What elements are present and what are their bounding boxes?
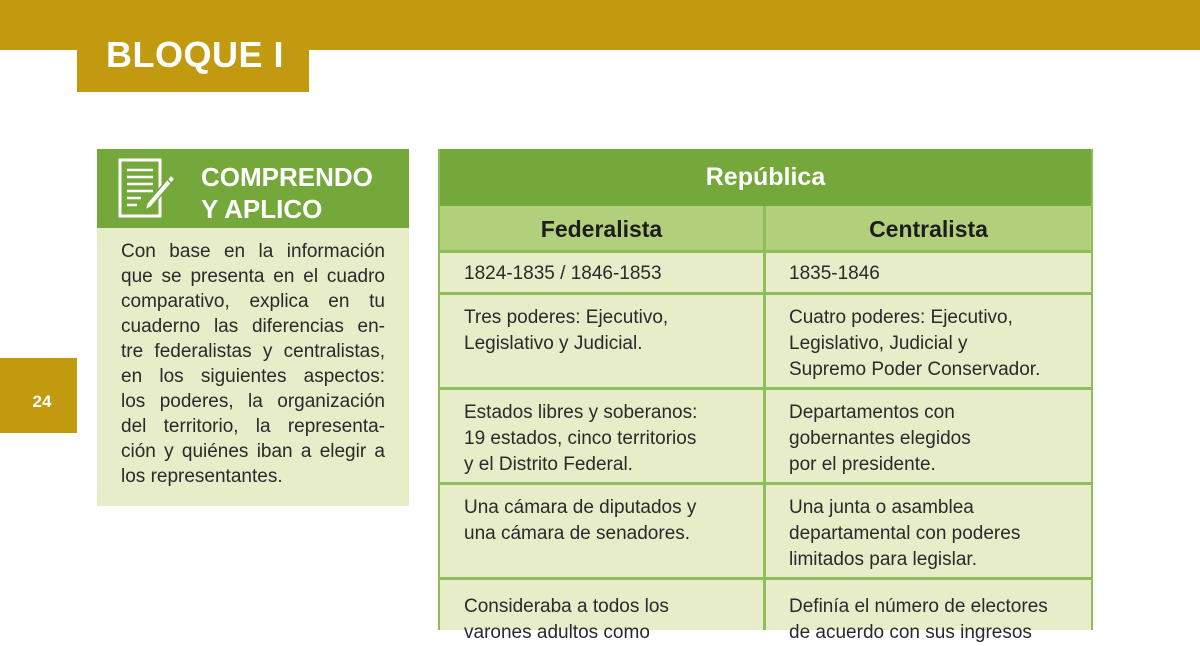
instruction-line: los representantes.: [121, 466, 283, 487]
notebook-pencil-icon: [117, 157, 177, 221]
table-cell-centralista: Una junta o asamblea departamental con poderes limitados para legislar.: [789, 497, 1021, 570]
instruction-line: ción y quiénes iban a elegir a: [121, 441, 385, 462]
row-divider: [440, 577, 1091, 580]
row-divider: [440, 250, 1091, 253]
instruction-line: comparativo, explica en tu: [121, 291, 385, 312]
column-header-label: Centralista: [869, 216, 988, 242]
row-divider: [440, 482, 1091, 485]
column-header-federalista: [440, 206, 763, 250]
table-cell-federalista: Consideraba a todos los varones adultos como: [464, 596, 669, 643]
table-cell-centralista: Cuatro poderes: Ejecutivo, Legislativo, Judicial y Supremo Poder Conservador.: [789, 307, 1041, 380]
table-cell-federalista: Tres poderes: Ejecutivo, Legislativo y Judicial.: [464, 307, 669, 354]
table-cell-centralista: 1835-1846: [789, 263, 880, 284]
row-divider: [440, 387, 1091, 390]
table-cell-centralista: Departamentos con gobernantes elegidos por el presidente.: [789, 402, 971, 475]
activity-title: [201, 161, 373, 225]
column-divider: [763, 206, 766, 630]
instruction-line: tre federalistas y centralistas,: [121, 341, 385, 362]
column-header-centralista: [766, 206, 1091, 250]
activity-header: [97, 149, 409, 228]
table-cell-federalista: 1824-1835 / 1846-1853: [464, 263, 662, 284]
instruction-line: en los siguientes aspectos:: [121, 366, 385, 387]
instruction-line: Con base en la información: [121, 241, 385, 262]
instruction-line: del territorio, la representa-: [121, 416, 385, 437]
table-cell-federalista: Una cámara de diputados y una cámara de senadores.: [464, 497, 697, 544]
table-cell-centralista: Definía el número de electores de acuerdo con sus ingresos: [789, 596, 1048, 643]
activity-title-line-1: COMPRENDO: [201, 162, 373, 192]
page-number: 24: [32, 392, 52, 411]
table-title: República: [705, 163, 826, 191]
row-divider: [440, 292, 1091, 295]
comprendo-aplico-box: [97, 149, 409, 506]
activity-instructions: [121, 239, 385, 489]
instruction-line: que se presenta en el cuadro: [121, 266, 385, 287]
table-cell-federalista: Estados libres y soberanos: 19 estados, cinco territorios y el Distrito Federal.: [464, 402, 698, 475]
column-header-label: Federalista: [540, 216, 663, 242]
republica-comparison-table: [438, 149, 1093, 643]
activity-title-line-2: Y APLICO: [201, 194, 323, 224]
instruction-line: los poderes, la organización: [121, 391, 385, 412]
instruction-line: cuaderno las diferencias en-: [121, 316, 385, 337]
bloque-title: BLOQUE I: [106, 34, 285, 75]
table-title-bar: [440, 149, 1091, 206]
